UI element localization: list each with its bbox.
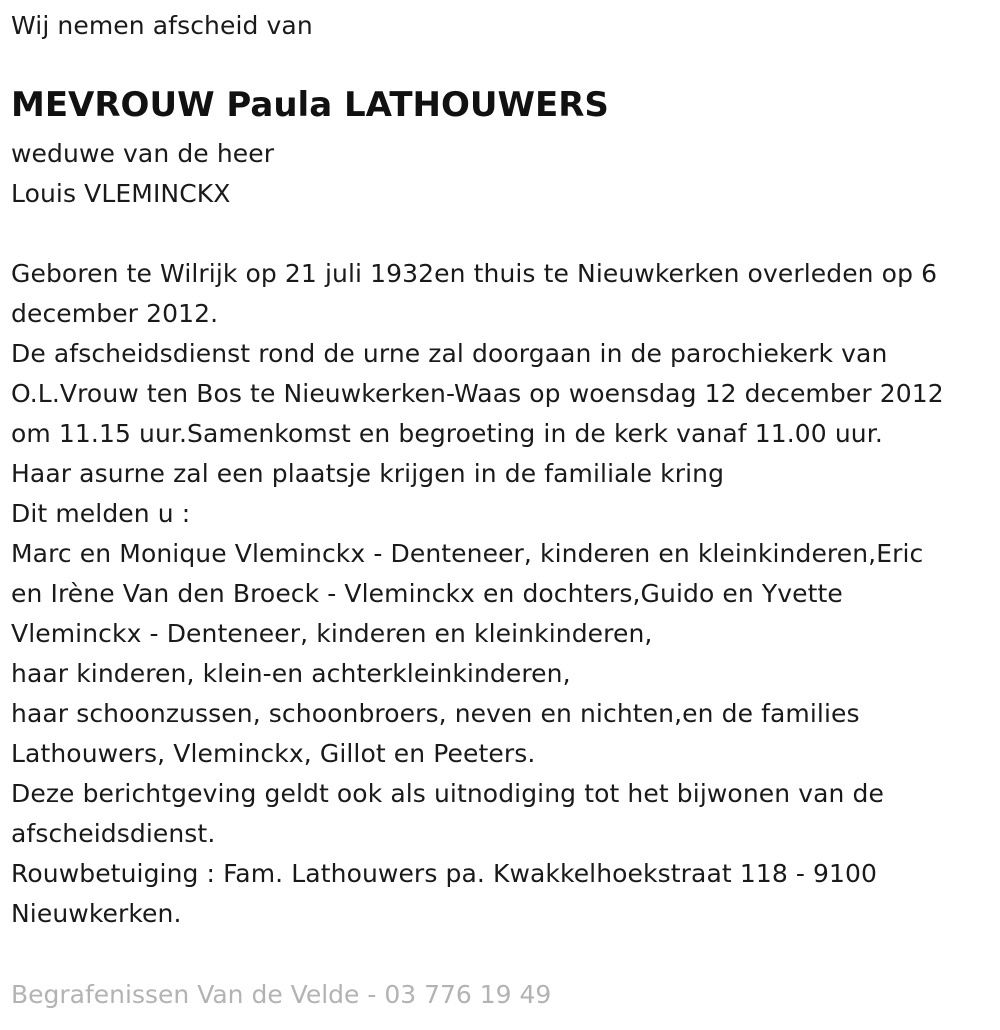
spouse-info	[11, 134, 274, 214]
body-line: om 11.15 uur.Samenkomst en begroeting in de kerk vanaf 11.00 uur.	[11, 419, 883, 448]
body-line: afscheidsdienst.	[11, 819, 216, 848]
body-line: O.L.Vrouw ten Bos te Nieuwkerken-Waas op woensdag 12 december 2012	[11, 379, 944, 408]
body-line: Haar asurne zal een plaatsje krijgen in de familiale kring	[11, 459, 725, 488]
body-line: Nieuwkerken.	[11, 899, 182, 928]
notice-body	[11, 254, 944, 934]
body-line: Deze berichtgeving geldt ook als uitnodiging tot het bijwonen van de	[11, 779, 884, 808]
body-line: Rouwbetuiging : Fam. Lathouwers pa. Kwakkelhoekstraat 118 - 9100	[11, 859, 878, 888]
funeral-home-footer: Begrafenissen Van de Velde - 03 776 19 49	[11, 980, 552, 1009]
body-line: Geboren te Wilrijk op 21 juli 1932en thuis te Nieuwkerken overleden op 6	[11, 259, 938, 288]
body-line: haar kinderen, klein-en achterkleinkinderen,	[11, 659, 571, 688]
body-line: Lathouwers, Vleminckx, Gillot en Peeters.	[11, 739, 536, 768]
body-line: De afscheidsdienst rond de urne zal doorgaan in de parochiekerk van	[11, 339, 888, 368]
body-line: haar schoonzussen, schoonbroers, neven en nichten,en de families	[11, 699, 860, 728]
deceased-name: MEVROUW Paula LATHOUWERS	[11, 85, 609, 125]
body-line: Marc en Monique Vleminckx - Denteneer, kinderen en kleinkinderen,Eric	[11, 539, 924, 568]
spouse-line-1: weduwe van de heer	[11, 139, 275, 168]
body-line: en Irène Van den Broeck - Vleminckx en dochters,Guido en Yvette	[11, 579, 843, 608]
body-line: Vleminckx - Denteneer, kinderen en kleinkinderen,	[11, 619, 653, 648]
body-line: Dit melden u :	[11, 499, 191, 528]
intro-text: Wij nemen afscheid van	[11, 11, 313, 40]
spouse-line-2: Louis VLEMINCKX	[11, 179, 231, 208]
body-line: december 2012.	[11, 299, 219, 328]
